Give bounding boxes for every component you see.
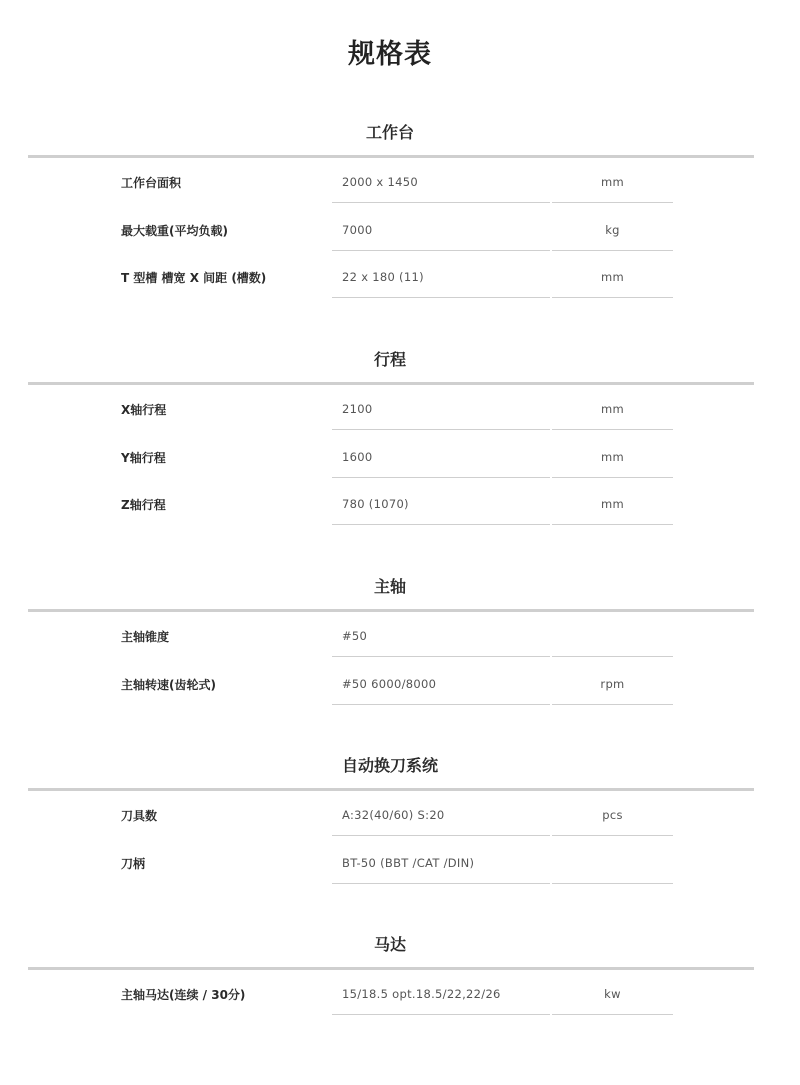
spec-unit-cell [552,660,673,705]
spec-value: 22 x 180 (11) [342,270,424,284]
spec-label: 最大载重(平均负载) [121,223,228,238]
spec-row [0,612,800,660]
spec-value: A:32(40/60) S:20 [342,808,445,822]
spec-row [0,158,800,206]
spec-unit-cell [552,612,673,657]
spec-label: Y轴行程 [121,450,166,465]
spec-value: 2000 x 1450 [342,175,418,189]
spec-row [0,839,800,887]
spec-row [0,660,800,708]
spec-unit: mm [600,175,624,189]
spec-unit-cell [552,206,673,251]
section-title: 马达 [373,935,406,954]
spec-unit [552,839,673,856]
spec-row [0,253,800,301]
spec-row [0,480,800,528]
spec-row [0,970,800,1018]
section-title: 自动换刀系统 [341,756,438,775]
spec-row [0,433,800,481]
spec-unit-cell [552,970,673,1015]
spec-label: Z轴行程 [121,498,166,512]
spec-value-cell [332,433,550,478]
spec-value: #50 [342,629,368,643]
spec-value-cell [332,660,550,705]
spec-value-cell [332,385,550,430]
spec-value: 15/18.5 opt.18.5/22,22/26 [342,987,501,1001]
spec-unit [552,612,673,629]
spec-unit-cell [552,480,673,525]
spec-label: X轴行程 [121,403,167,417]
spec-unit: kg [605,222,620,237]
spec-unit: mm [600,402,624,416]
spec-label: 主轴马达(连续 / 30分) [121,988,246,1002]
spec-unit: kw [604,987,621,1001]
spec-table [0,158,800,301]
section-travel [0,349,800,512]
section-title: 工作台 [365,123,414,142]
spec-value: #50 6000/8000 [342,676,437,691]
spec-value: BT-50 (BBT /CAT /DIN) [342,855,475,870]
section-motor [0,934,800,1002]
spec-unit-cell [552,433,673,478]
spec-unit-cell [552,158,673,203]
spec-unit: rpm [600,676,625,691]
spec-value-cell [332,791,550,836]
spec-label: 主轴转速(齿轮式) [121,677,216,692]
spec-unit: mm [600,270,624,284]
spec-label: 工作台面积 [121,176,182,190]
section-worktable [0,122,800,285]
spec-unit-cell [552,253,673,298]
spec-table [0,612,800,707]
spec-value: 7000 [342,222,373,237]
spec-unit-cell [552,839,673,884]
section-atc [0,755,800,871]
spec-value: 2100 [342,402,373,416]
spec-unit: mm [600,449,624,464]
spec-value: 1600 [342,449,373,464]
spec-table [0,970,800,1018]
spec-table [0,791,800,886]
spec-value-cell [332,253,550,298]
spec-row [0,206,800,254]
spec-unit-cell [552,791,673,836]
spec-row [0,791,800,839]
section-title: 主轴 [373,577,406,596]
spec-label: T 型槽 槽宽 X 间距 (槽数) [121,271,267,285]
section-spindle [0,576,800,692]
spec-label: 刀具数 [121,809,158,823]
spec-value-cell [332,970,550,1015]
spec-label: 主轴锥度 [121,630,170,644]
spec-value-cell [332,839,550,884]
spec-value-cell [332,612,550,657]
spec-unit: mm [600,497,624,511]
spec-value-cell [332,158,550,203]
spec-row [0,385,800,433]
spec-value-cell [332,206,550,251]
spec-table [0,385,800,528]
spec-label: 刀柄 [121,856,146,871]
section-title: 行程 [373,350,406,369]
spec-value-cell [332,480,550,525]
page-title: 规格表 [348,39,432,70]
spec-unit-cell [552,385,673,430]
spec-value: 780 (1070) [342,497,409,511]
spec-unit: pcs [602,808,623,822]
